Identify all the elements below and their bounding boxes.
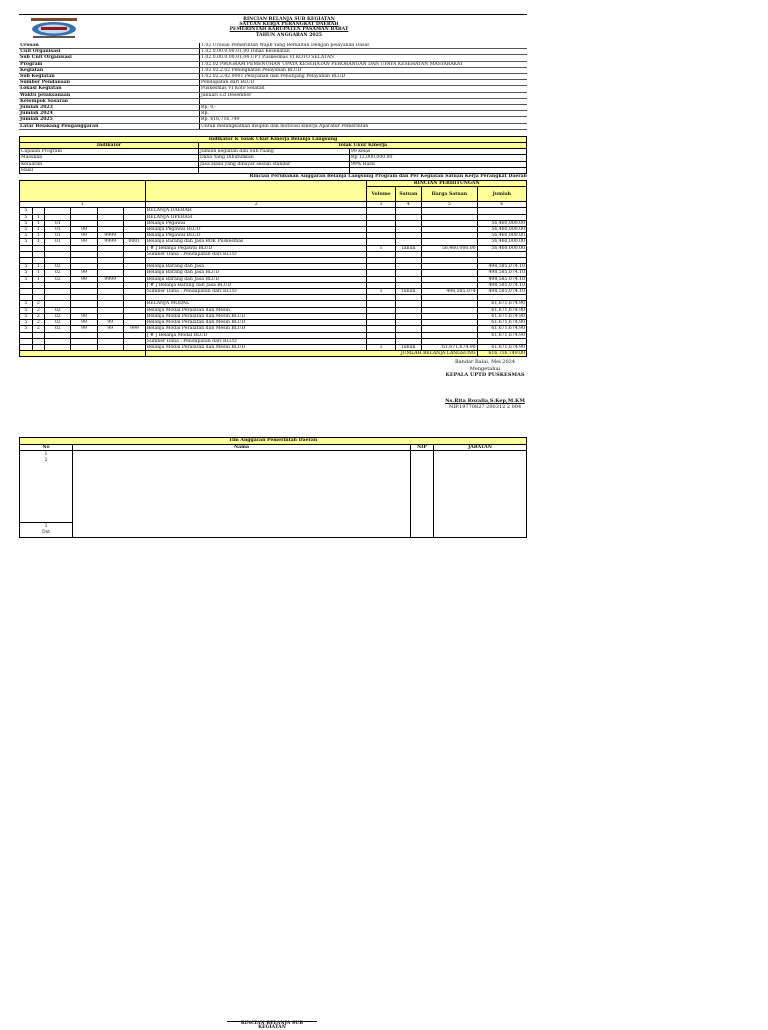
indikator-table (19, 136, 527, 174)
kode-cell: 1 (32, 270, 45, 276)
info-value: Rp. (200, 111, 528, 117)
volume-cell: 1 (367, 245, 395, 251)
kode-cell: 2 (32, 326, 45, 332)
indikator-label: Capaian Program (20, 149, 199, 155)
jumlah-cell: 61,671,674.90 (477, 307, 526, 313)
kode-cell: 2 (32, 320, 45, 326)
col-number: 5 (421, 202, 477, 208)
info-row (19, 123, 527, 129)
uraian-cell: Belanja Pegawai BLUD (145, 227, 366, 233)
kode-cell: 1 (32, 214, 45, 220)
next-page-title-text: RINCIAN BELANJA SUB KEGIATAN (240, 1021, 304, 1030)
kode-cell: 5 (20, 313, 33, 319)
target (350, 167, 527, 173)
rincian-table (19, 180, 527, 357)
kode-header (20, 181, 146, 202)
info-key: Latar Belakang Penganggaran (19, 123, 200, 129)
kode-cell: 5 (20, 326, 33, 332)
signature-place-date: Bandar Balai, Mei 2024 (454, 359, 516, 366)
tim-no: 1 (44, 451, 48, 457)
uraian-cell: BELANJA MODAL (145, 301, 366, 307)
regency-logo-icon (29, 17, 79, 39)
col-number: 3 (367, 202, 395, 208)
kode-cell: 02 (45, 313, 71, 319)
kode-cell: 1 (32, 276, 45, 282)
total-code-cell (20, 351, 146, 357)
uraian-cell: Sumber Dana : Pendapatan dari BLUD (145, 251, 366, 257)
kode-cell: 01 (45, 220, 71, 226)
kode-cell: 5 (20, 301, 33, 307)
uraian-cell: Belanja Modal Peralatan dan Mesin (145, 307, 366, 313)
jumlah-cell: 61,671,674.90 (477, 326, 526, 332)
kode-cell: 5 (20, 320, 33, 326)
uraian-cell: BELANJA DAERAH (145, 208, 366, 214)
info-key: Waktu pelaksanaan (19, 92, 200, 98)
uraian-cell: [ # ] Belanja Modal BLUD (145, 332, 366, 338)
col-number: 4 (395, 202, 421, 208)
satuan-cell: Tahun (395, 344, 421, 350)
kode-cell: 5 (20, 233, 33, 239)
signature-name: Ns.Rita Rozalia,S.Kep,M.KM (445, 397, 525, 404)
kode-cell: 5 (20, 270, 33, 276)
kode-cell: 1 (32, 264, 45, 270)
rincian-perhitungan-header: RINCIAN PERHITUNGAN (367, 181, 527, 187)
title-line: SATUAN KERJA PERANGKAT DAERAH (239, 22, 339, 28)
tim-col-nama: Nama (73, 444, 411, 450)
tim-no: 3 (44, 524, 48, 530)
info-key: Kegiatan (19, 67, 200, 73)
indikator-label: Keluaran (20, 161, 199, 167)
kode-cell: 02 (45, 307, 71, 313)
kode-cell: 02 (45, 326, 71, 332)
uraian-cell: [ # ] Belanja Pegawai BLUD (145, 245, 366, 251)
kode-cell: 99 (97, 320, 123, 326)
info-value: Januari s.d Desember (200, 92, 528, 98)
document-header (19, 14, 527, 43)
target: 99% Hasil (350, 161, 527, 167)
document-titles (159, 17, 419, 38)
uraian-cell: Belanja Pegawai BLUD (145, 233, 366, 239)
tim-nums-top (20, 450, 73, 522)
jumlah-cell: 56,460,000.00 (477, 227, 526, 233)
info-key: Jumlah 2025 (19, 117, 200, 123)
jumlah-cell: 56,460,000.00 (477, 239, 526, 245)
info-key: Program (19, 61, 200, 67)
tim-col-jabatan: JABATAN (434, 444, 527, 450)
info-value: Rp. 0,- (200, 105, 528, 111)
kode-cell: 2 (32, 307, 45, 313)
uraian-cell: [ # ] Belanja Barang dan Jasa BLUD (145, 282, 366, 288)
total-label: JUMLAH BELANJA LANGSUNG (145, 351, 477, 357)
info-key: Urusan (19, 43, 200, 49)
jumlah-cell: 61,671,674.90 (477, 313, 526, 319)
indikator-row (20, 167, 527, 173)
kode-cell: 1 (32, 227, 45, 233)
tolak-ukur: Jasa Hasil yang dibayar sesuai standar (199, 161, 350, 167)
kode-cell: 99 (71, 313, 97, 319)
info-key: Kelompok Sasaran (19, 98, 200, 104)
info-key: Sub Kegiatan (19, 74, 200, 80)
title-line: TAHUN ANGGARAN 2025 (255, 32, 322, 38)
info-key: Unit Organisasi (19, 49, 200, 55)
kode-cell: 9999 (97, 239, 123, 245)
satuan-header: Satuan (395, 187, 421, 202)
satuan-cell: Tahun (395, 289, 421, 295)
uraian-cell: Belanja Barang dan Jasa BOK Puskesmas (145, 239, 366, 245)
info-value: 1.02.02 PROGRAM PEMENUHAN UPAYA KESEHATAN PERORANGAN DAN UPAYA KESEHATAN MASYARAKAT (200, 61, 528, 67)
uraian-cell: Belanja Barang dan Jasa BLUD (145, 276, 366, 282)
uraian-cell: Belanja Modal Peralatan dan Mesin BLUD (145, 313, 366, 319)
indikator-label: Hasil (20, 167, 199, 173)
tim-title: Tim Anggaran Pemerintah Daerah (20, 438, 527, 444)
rincian-title: Rincian Perubahan Anggaran Belanja Langsung Program dan Per Kegiatan Satuan Kerja Perangkat Daerah (249, 174, 527, 180)
kode-cell: 5 (20, 239, 33, 245)
info-key: Sumber Pendanaan (19, 80, 200, 86)
info-value: 1.02.0.00.0.00.01.04 UPT Puskesmas VI KOTO SELATAN (200, 55, 528, 61)
kode-cell: 5 (20, 227, 33, 233)
info-value: 1.02.0.00.0.00.01.00 Dinas Kesehatan (200, 49, 528, 55)
kode-cell: 99 (71, 270, 97, 276)
harga-satuan-cell: 61,671,674.90 (421, 344, 477, 350)
volume-cell: 1 (367, 344, 395, 350)
tim-nip-cell (411, 450, 434, 537)
uraian-header (145, 181, 366, 202)
col-number: 1 (20, 202, 146, 208)
kode-cell: 99 (71, 326, 97, 332)
kode-cell: 2 (32, 313, 45, 319)
tolak-ukur: Jumlah kegiatan dan Sub ruang (199, 149, 350, 155)
total-value: 616,716,749.00 (477, 351, 526, 357)
info-value: 1.02.02.2.02.0001 Pelayanan dan Penunjang Pelayanan BLUD (200, 74, 528, 80)
document-page (19, 14, 527, 538)
signature-nip: NIP.19770827 200312 2 004 (448, 404, 522, 411)
kode-cell: 02 (45, 270, 71, 276)
uraian-cell: Belanja Modal Peralatan dan Mesin BLUD (145, 344, 366, 350)
jumlah-cell: 498,585,074.10 (477, 289, 526, 295)
uraian-cell: Belanja Modal Peralatan dan Mesin BLUD (145, 320, 366, 326)
jumlah-cell: 61,671,674.90 (477, 301, 526, 307)
kode-cell: 99 (71, 233, 97, 239)
title-line: PEMERINTAH KABUPATEN PASAMAN BARAT (229, 27, 349, 33)
jumlah-cell: 61,671,674.90 (477, 332, 526, 338)
uraian-cell: Belanja Pegawai (145, 220, 366, 226)
info-value: Untuk meningkatkan disiplin dan motivasi kinerja Aparatur Pemerintah (200, 123, 528, 129)
kode-cell: 5 (20, 220, 33, 226)
satuan-cell: Tahun (395, 245, 421, 251)
harga-satuan-header: Harga Satuan (421, 187, 477, 202)
jumlah-cell: 61,671,674.90 (477, 344, 526, 350)
tim-col-no: No (20, 444, 73, 450)
info-key: Lokasi Kegiatan (19, 86, 200, 92)
kode-cell: 99 (71, 320, 97, 326)
kode-cell: 5 (20, 307, 33, 313)
tim-nama-cell (73, 450, 411, 537)
title-line: RINCIAN BELANJA SUB KEGIATAN (243, 17, 335, 22)
tim-no: Dst (42, 529, 50, 535)
tolak-ukur (199, 167, 350, 173)
target: Rp 12,000,000.00 (350, 155, 527, 161)
kode-cell: 02 (45, 264, 71, 270)
kode-cell: 02 (45, 276, 71, 282)
jumlah-cell: 498,585,074.10 (477, 276, 526, 282)
uraian-cell: Belanja Modal Peralatan dan Mesin BLUD (145, 326, 366, 332)
kode-cell: 01 (45, 227, 71, 233)
col-number: 2 (145, 202, 366, 208)
jumlah-cell: 56,460,000.00 (477, 233, 526, 239)
signature-block (19, 357, 527, 437)
jumlah-cell: 498,585,074.10 (477, 264, 526, 270)
uraian-cell: BELANJA OPERASI (145, 214, 366, 220)
jumlah-cell: 56,460,000.00 (477, 220, 526, 226)
indikator-col-header: Indikator (20, 143, 199, 149)
kode-cell: 1 (32, 220, 45, 226)
jumlah-cell: 56,460,000.00 (477, 245, 526, 251)
signature-role: KEPALA UPTD PUSKESMAS (445, 372, 525, 379)
tim-no: 2 (44, 457, 48, 463)
target: 99 kelas (350, 149, 527, 155)
volume-cell: 1 (367, 289, 395, 295)
kode-cell: 5 (20, 214, 33, 220)
tim-jabatan-cell (434, 450, 527, 537)
jumlah-cell: 61,671,674.90 (477, 320, 526, 326)
info-value: 1.02 Urusan Pemerintah Wajib Yang Berkaitan Dengan pelayanan Dasar (200, 43, 528, 49)
kode-cell: 5 (20, 276, 33, 282)
info-value: Puskesmas VI Koto Selatan (200, 86, 528, 92)
harga-satuan-cell: 498,585,074 (421, 289, 477, 295)
kode-cell: 02 (45, 320, 71, 326)
info-key: Sub Unit Organisasi (19, 55, 200, 61)
info-table (19, 43, 527, 130)
signature-approved: Mengetahui (469, 365, 501, 372)
kode-cell: 2 (32, 301, 45, 307)
uraian-cell: Belanja Barang dan Jasa BLUD (145, 270, 366, 276)
kode-cell: 9999 (97, 276, 123, 282)
harga-satuan-cell: 56,460,000.00 (421, 245, 477, 251)
uraian-cell: Sumber Dana : Pendapatan dari BLUD (145, 289, 366, 295)
jumlah-cell: 498,585,074.10 (477, 270, 526, 276)
info-value: Rp. 616,716,749 (200, 117, 528, 123)
kode-cell: 99 (71, 227, 97, 233)
uraian-cell: Belanja Barang dan Jasa (145, 264, 366, 270)
indikator-title: Indikator & Tolak Ukur Kinerja Belanja Langsung (20, 136, 527, 142)
kode-cell: 1 (32, 233, 45, 239)
kode-cell: 5 (20, 208, 33, 214)
uraian-cell: Sumber Dana : Pendapatan dari BLUD (145, 338, 366, 344)
kode-cell: 9999 (97, 233, 123, 239)
tim-anggaran-table (19, 437, 527, 537)
info-key: Jumlah 2023 (19, 105, 200, 111)
kode-cell: 999 (123, 326, 145, 332)
kode-cell: 1 (32, 239, 45, 245)
info-key: Jumlah 2024 (19, 111, 200, 117)
kode-cell: 0001 (123, 239, 145, 245)
indikator-label: Masukan (20, 155, 199, 161)
jumlah-header: Jumlah (477, 187, 526, 202)
kode-cell: 99 (71, 276, 97, 282)
tim-col-nip: NIP (411, 444, 434, 450)
info-value: Pendapatan dari BLUD (200, 80, 528, 86)
kode-cell: 99 (97, 326, 123, 332)
kode-cell: 5 (20, 264, 33, 270)
info-value: 1.02.02.2.02 Peningkatan Pelayanan BLUD (200, 67, 528, 73)
tolak-ukur-col-header: Tolak Ukur Kinerja (199, 143, 527, 149)
volume-header: Volume (367, 187, 395, 202)
col-number: 6 (477, 202, 526, 208)
kode-cell: 01 (45, 239, 71, 245)
tim-nums-bottom (20, 522, 73, 537)
kode-cell: 99 (71, 239, 97, 245)
kode-cell: 01 (45, 233, 71, 239)
tolak-ukur: Dana Yang Dibutuhkan (199, 155, 350, 161)
jumlah-cell: 498,585,074.10 (477, 282, 526, 288)
